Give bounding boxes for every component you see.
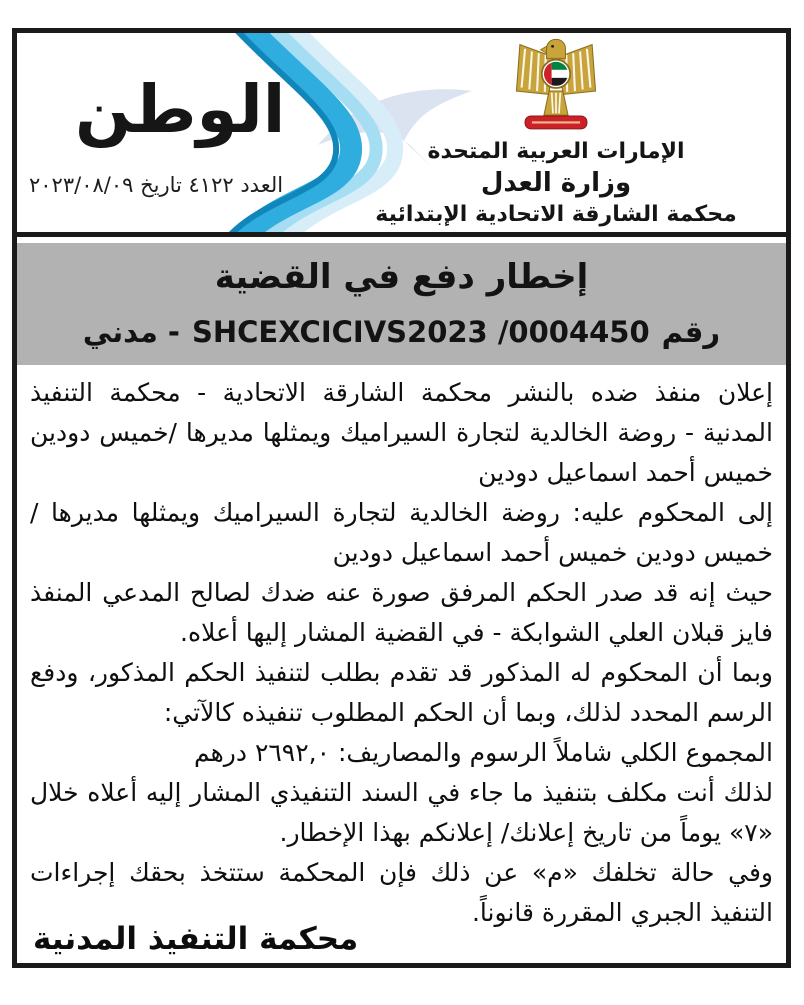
notice-body bbox=[17, 365, 786, 933]
uae-emblem-icon bbox=[513, 37, 599, 133]
notice-paragraph: وبما أن المحكوم له المذكور قد تقدم بطلب لتنفيذ الحكم المذكور، ودفع الرسم المحدد لذلك، وبما أن الحكم المطلوب تنفيذه كالآتي: bbox=[30, 657, 773, 727]
notice-paragraph: المجموع الكلي شاملاً الرسوم والمصاريف: ٢٦٩٢,٠ درهم bbox=[193, 737, 773, 767]
notice-paragraph: حيث إنه قد صدر الحكم المرفق صورة عنه ضدك لصالح المدعي المنفذ فايز قبلان العلي الشوابكة - في القضية المشار إليها أعلاه. bbox=[30, 577, 773, 647]
masthead bbox=[17, 33, 786, 237]
case-number-line bbox=[27, 315, 776, 349]
issuing-court-signature: محكمة التنفيذ المدنية bbox=[33, 921, 359, 957]
notice-paragraph: وفي حالة تخلفك «م» عن ذلك فإن المحكمة ستتخذ بحقك إجراءات التنفيذ الجبري المقررة قانوناً. bbox=[30, 857, 773, 927]
notice-paragraph: إعلان منفذ ضده بالنشر محكمة الشارقة الاتحادية - محكمة التنفيذ المدنية - روضة الخالدية لتجارة السيراميك ويمثلها مديرها /خميس دودين خميس أحمد اسماعيل دودين bbox=[30, 377, 773, 487]
newspaper-title: الوطن bbox=[75, 71, 286, 148]
notice-paragraph: لذلك أنت مكلف بتنفيذ ما جاء في السند التنفيذي المشار إليه أعلاه خلال «٧» يوماً من تاريخ إعلانك/ إعلانكم بهذا الإخطار. bbox=[30, 777, 773, 847]
country-name: الإمارات العربية المتحدة bbox=[427, 139, 685, 164]
notice-title-bar bbox=[17, 243, 786, 365]
court-header bbox=[356, 37, 756, 230]
notice-frame bbox=[12, 28, 791, 968]
case-number-suffix: - مدني bbox=[82, 314, 180, 349]
court-name: محكمة الشارقة الاتحادية الإبتدائية bbox=[375, 202, 737, 227]
ministry-name: وزارة العدل bbox=[480, 168, 632, 198]
case-number-prefix: رقم bbox=[661, 314, 721, 349]
notice-title: إخطار دفع في القضية bbox=[214, 257, 589, 297]
issue-date-line: العدد ٤١٢٢ تاريخ ٢٠٢٣/٠٨/٠٩ bbox=[29, 173, 284, 197]
notice-paragraph: إلى المحكوم عليه: روضة الخالدية لتجارة السيراميك ويمثلها مديرها / خميس دودين خميس أحمد اسماعيل دودين bbox=[30, 497, 773, 567]
case-number: SHCEXCICIVS2023 /0004450 bbox=[191, 314, 650, 349]
